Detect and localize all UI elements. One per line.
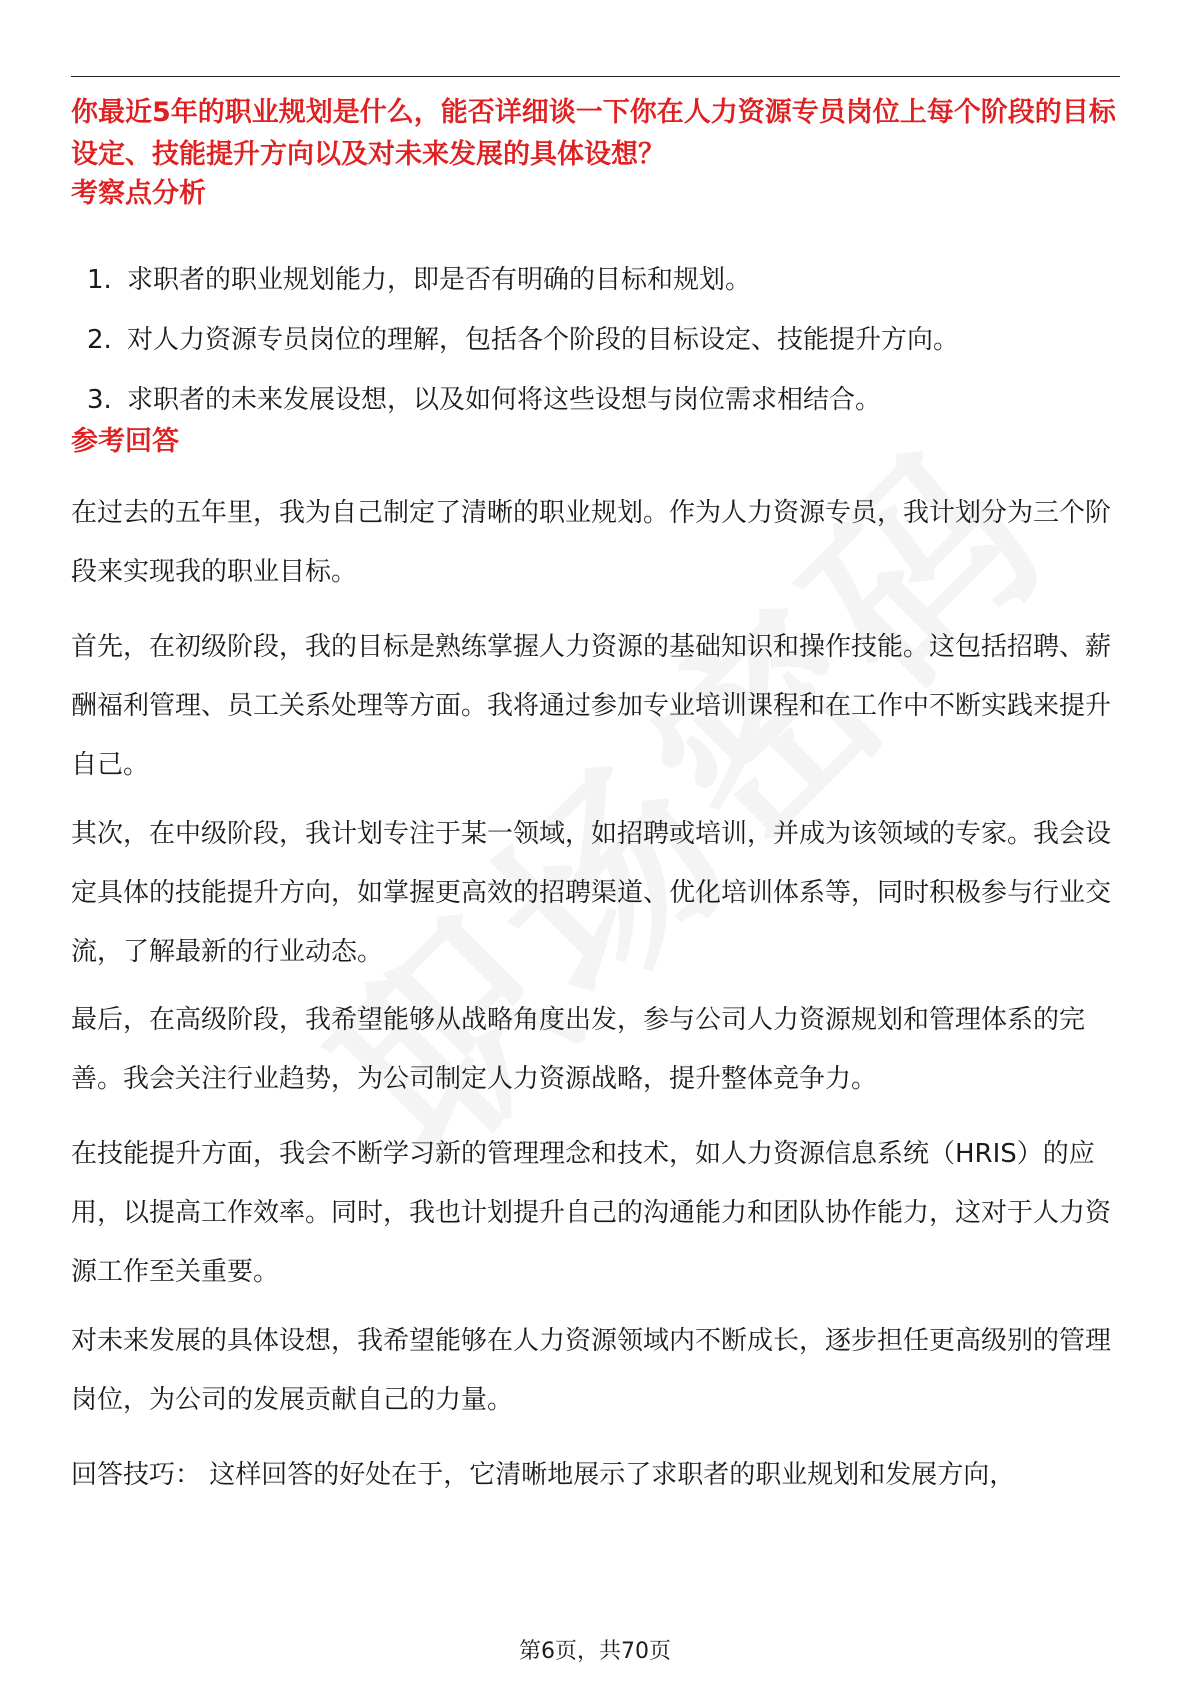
top-divider — [71, 76, 1120, 77]
answer-tips: 回答技巧： 这样回答的好处在于，它清晰地展示了求职者的职业规划和发展方向， — [71, 1460, 1016, 1490]
analysis-list — [71, 262, 959, 442]
list-item-number: 1. — [87, 265, 112, 295]
answer-paragraph: 对未来发展的具体设想，我希望能够在人力资源领域内不断成长，逐步担任更高级别的管理岗位，为公司的发展贡献自己的力量。 — [71, 1326, 1112, 1415]
answer-paragraph: 在技能提升方面，我会不断学习新的管理理念和技术，如人力资源信息系统（HRIS）的应用，以提高工作效率。同时，我也计划提升自己的沟通能力和团队协作能力，这对于人力资源工作至关重要。 — [71, 1139, 1112, 1287]
answer-paragraph: 首先，在初级阶段，我的目标是熟练掌握人力资源的基础知识和操作技能。这包括招聘、薪酬福利管理、员工关系处理等方面。我将通过参加专业培训课程和在工作中不断实践来提升自己。 — [71, 632, 1112, 780]
answer-paragraph: 其次，在中级阶段，我计划专注于某一领域，如招聘或培训，并成为该领域的专家。我会设定具体的技能提升方向，如掌握更高效的招聘渠道、优化培训体系等，同时积极参与行业交流，了解最新的行业动态。 — [71, 819, 1112, 967]
list-item — [71, 262, 959, 298]
list-item-text: 对人力资源专员岗位的理解，包括各个阶段的目标设定、技能提升方向。 — [127, 325, 960, 355]
list-item-number: 3. — [87, 385, 112, 415]
list-item-text: 求职者的职业规划能力，即是否有明确的目标和规划。 — [127, 265, 752, 295]
question-heading: 你最近5年的职业规划是什么，能否详细谈一下你在人力资源专员岗位上每个阶段的目标设定、技能提升方向以及对未来发展的具体设想？ — [71, 97, 1116, 170]
answer-title: 参考回答 — [71, 426, 179, 457]
page-number: 第6页，共70页 — [519, 1639, 671, 1664]
list-item-text: 求职者的未来发展设想，以及如何将这些设想与岗位需求相结合。 — [127, 385, 882, 415]
list-item — [71, 382, 959, 418]
list-item-number: 2. — [87, 325, 112, 355]
answer-paragraph: 最后，在高级阶段，我希望能够从战略角度出发，参与公司人力资源规划和管理体系的完善。我会关注行业趋势，为公司制定人力资源战略，提升整体竞争力。 — [71, 1005, 1086, 1094]
analysis-title: 考察点分析 — [71, 178, 206, 209]
answer-paragraph: 在过去的五年里，我为自己制定了清晰的职业规划。作为人力资源专员，我计划分为三个阶段来实现我的职业目标。 — [71, 498, 1112, 587]
list-item — [71, 322, 959, 358]
